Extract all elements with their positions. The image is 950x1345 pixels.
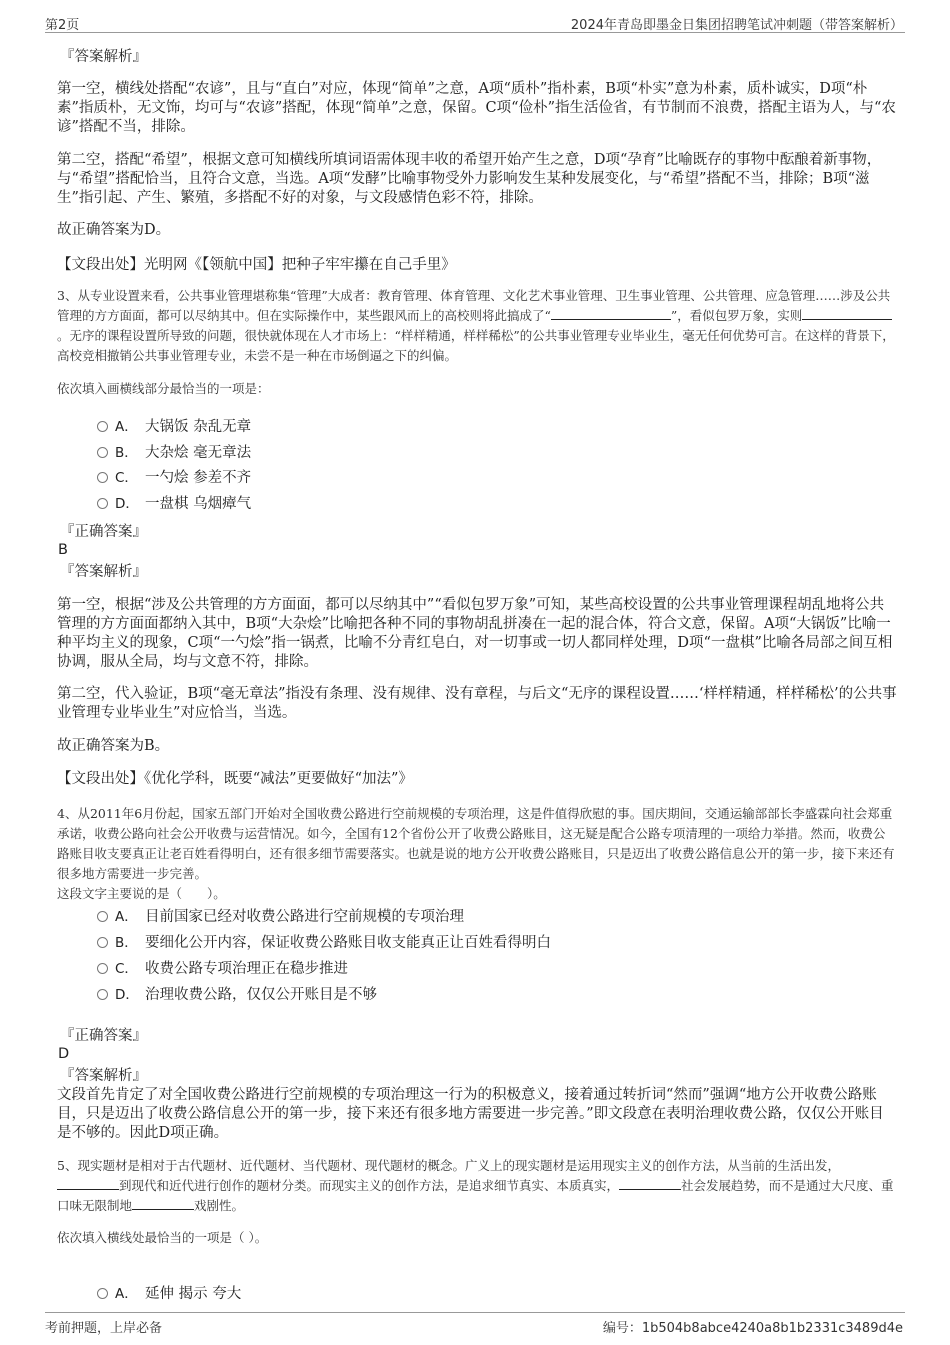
q2-analysis-label: 『答案解析』 (60, 49, 147, 65)
q3-source: 【文段出处】《优化学科，既要“减法”更要做好“加法”》 (57, 771, 413, 787)
document-title: 2024年青岛即墨金日集团招聘笔试冲刺题（带答案解析） (570, 18, 903, 33)
page-header (45, 14, 905, 33)
q4-option-c[interactable]: C． 收费公路专项治理正在稳步推进 (97, 959, 348, 979)
radio-icon[interactable] (97, 911, 108, 922)
q4-analysis-label: 『答案解析』 (60, 1068, 147, 1084)
q3-blank-2 (802, 307, 892, 320)
q5-option-a[interactable]: A． 延伸 揭示 夸大 (97, 1284, 241, 1304)
q4-correct-label: 『正确答案』 (60, 1028, 147, 1044)
radio-icon[interactable] (97, 989, 108, 1000)
q5-prompt: 依次填入横线处最恰当的一项是（ ）。 (57, 1230, 268, 1245)
q2-analysis-para1: 第一空，横线处搭配“农谚”，且与“直白”对应，体现“简单”之意，A项“质朴”指朴素，B项“朴实”意为朴素，质朴诚实，D项“朴素”指质朴，无文饰，均可与“农谚”搭配，体现“简单”之意，保留。C项“俭朴”指生活俭省，有节制而不浪费，搭配主语为人，与“农谚”搭配不当，排除。 (57, 81, 896, 135)
radio-icon[interactable] (97, 472, 108, 483)
q4-analysis-para1: 文段首先肯定了对全国收费公路进行空前规模的专项治理这一行为的积极意义，接着通过转折词“然而”强调“地方公开收费公路账目，只是迈出了收费公路信息公开的第一步，接下来还有很多地方需要进一步完善。”即文段意在表明治理收费公路，仅仅公开账目是不够的。因此D项正确。 (57, 1087, 884, 1141)
q3-analysis-para2: 第二空，代入验证，B项“毫无章法”指没有条理、没有规律、没有章程，与后文“无序的课程设置……‘样样精通，样样稀松’的公共事业管理专业毕业生”对应恰当，当选。 (57, 686, 897, 721)
q2-source: 【文段出处】光明网《【领航中国】把种子牢牢攥在自己手里》 (57, 257, 456, 273)
page-number: 第2页 (45, 18, 80, 33)
q3-stem: 3、从专业设置来看，公共事业管理堪称集“管理”大成者：教育管理、体育管理、文化艺术事业管理、卫生事业管理、公共管理、应急管理……涉及公共管理的方方面面，都可以尽纳其中。但在实际操作中，某些跟风而上的高校则将此搞成了“ ”，看似包罗万象，实则。无序的课程设置所导致的问题，很快就体现在人才市场上：“样样精通，样样稀松”的公共事业管理专业毕业生，毫无任何优势可言。在这样的背景下，高校竞相撤销公共事业管理专业，未尝不是一种在市场倒逼之下的纠偏。 (57, 288, 895, 363)
q3-option-a[interactable]: A． 大锅饭 杂乱无章 (97, 417, 251, 437)
q3-prompt: 依次填入画横线部分最恰当的一项是： (57, 381, 270, 396)
page-footer (45, 1312, 905, 1336)
footer-slogan: 考前押题，上岸必备 (45, 1321, 163, 1336)
q3-analysis-para1: 第一空，根据“涉及公共管理的方方面面，都可以尽纳其中”“看似包罗万象”可知，某些高校设置的公共事业管理课程胡乱地将公共管理的方方面面都纳入其中，B项“大杂烩”比喻把各种不同的事物胡乱拼凑在一起的混合体，符合文意，保留。A项“大锅饭”比喻一种平均主义的现象，C项“一勺烩”指一锅煮，比喻不分青红皂白，对一切事或一切人都同样处理，D项“一盘棋”比喻各局部之间互相协调，服从全局，均与文意不符，排除。 (57, 597, 893, 670)
q4-option-a[interactable]: A． 目前国家已经对收费公路进行空前规模的专项治理 (97, 907, 464, 927)
q2-conclusion: 故正确答案为D。 (57, 222, 171, 238)
radio-icon[interactable] (97, 447, 108, 458)
q4-option-b[interactable]: B． 要细化公开内容，保证收费公路账目收支能真正让百姓看得明白 (97, 933, 551, 953)
q3-correct-answer: B (58, 542, 68, 558)
q3-option-d[interactable]: D． 一盘棋 乌烟瘴气 (97, 494, 251, 514)
q4-prompt: 这段文字主要说的是（ ）。 (57, 886, 226, 901)
q4-option-d[interactable]: D． 治理收费公路，仅仅公开账目是不够 (97, 985, 377, 1005)
radio-icon[interactable] (97, 963, 108, 974)
radio-icon[interactable] (97, 421, 108, 432)
q3-analysis-label: 『答案解析』 (60, 564, 147, 580)
q3-option-c[interactable]: C． 一勺烩 参差不齐 (97, 468, 251, 488)
q2-analysis-para2: 第二空，搭配“希望”，根据文意可知横线所填词语需体现丰收的希望开始产生之意，D项“孕育”比喻既存的事物中酝酿着新事物，与“希望”搭配恰当，且符合文意，当选。A项“发酵”比喻事物受外力影响发生某种发展变化，与“希望”搭配不当，排除；B项“滋生”指引起、产生、繁殖，多搭配不好的对象，与文段感情色彩不符，排除。 (57, 152, 882, 206)
document-id: 编号：1b504b8abce4240a8b1b2331c3489d4e (602, 1321, 903, 1336)
q4-stem: 4、从2011年6月份起，国家五部门开始对全国收费公路进行空前规模的专项治理，这是件值得欣慰的事。国庆期间，交通运输部部长李盛霖向社会郑重承诺，收费公路向社会公开收费与运营情况。如今，全国有12个省份公开了收费公路账目，这无疑是配合公路专项清理的一项给力举措。然而，收费公路账目收支要真正让老百姓看得明白，还有很多细节需要落实。也就是说的地方公开收费公路账目，只是迈出了收费公路信息公开的第一步，接下来还有很多地方需要进一步完善。 (57, 806, 895, 881)
radio-icon[interactable] (97, 498, 108, 509)
q3-conclusion: 故正确答案为B。 (57, 738, 170, 754)
q3-blank-1 (551, 307, 671, 320)
q5-blank-3 (132, 1197, 194, 1210)
q5-blank-2 (619, 1177, 681, 1190)
q4-correct-answer: D (58, 1046, 70, 1062)
q5-stem: 5、现实题材是相对于古代题材、近代题材、当代题材、现代题材的概念。广义上的现实题材是运用现实主义的创作方法，从当前的生活出发，到现代和近代进行创作的题材分类。而现实主义的创作方法，是追求细节真实、本质真实， 社会发展趋势，而不是通过大尺度、重口味无限制地 戏剧性。 (57, 1158, 894, 1213)
q5-blank-1 (57, 1177, 119, 1190)
radio-icon[interactable] (97, 937, 108, 948)
q3-correct-label: 『正确答案』 (60, 524, 147, 540)
q3-option-b[interactable]: B． 大杂烩 毫无章法 (97, 443, 251, 463)
radio-icon[interactable] (97, 1288, 108, 1299)
